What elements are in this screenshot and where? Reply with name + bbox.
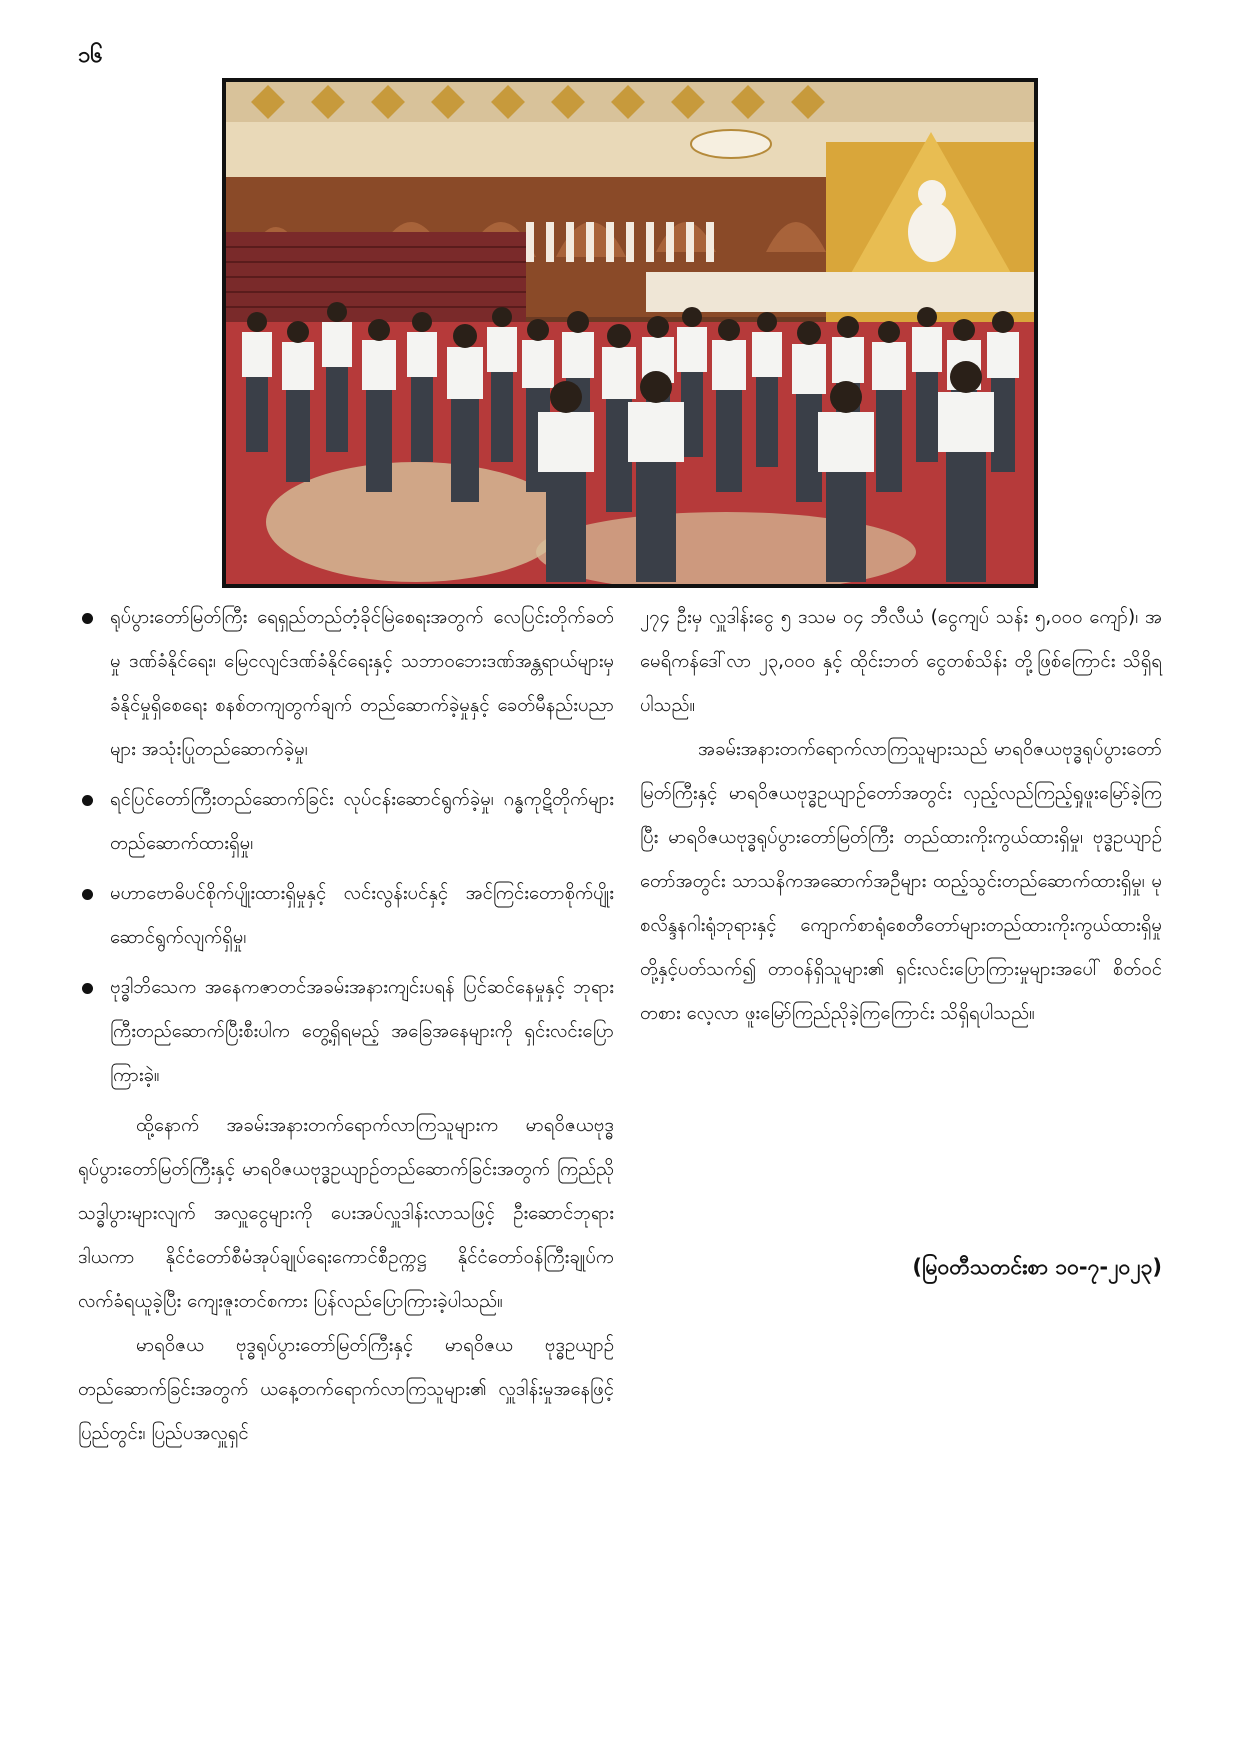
- bullet-item: ရင်ပြင်တော်ကြီးတည်ဆောက်ခြင်း လုပ်ငန်းဆောင်ရွက်ခဲ့မှု၊ ဂန္ဓကုဋိတိုက်များ တည်ဆောက်ထားရှိမှု၊: [78, 778, 614, 866]
- paragraph: ထို့နောက် အခမ်းအနားတက်ရောက်လာကြသူများက မာရဝိဇယဗုဒ္ဓရုပ်ပွားတော်မြတ်ကြီးနှင့် မာရဝိဇယဗုဒ္ဓဥယျာဉ်တည်ဆောက်ခြင်းအတွက် ကြည်ညိုသဒ္ဓါပွားများလျက် အလှူငွေများကို ပေးအပ်လှူဒါန်းလာသဖြင့် ဦးဆောင်ဘုရားဒါယကာ နိုင်ငံတော်စီမံအုပ်ချုပ်ရေးကောင်စီဥက္ကဋ္ဌ နိုင်ငံတော်ဝန်ကြီးချုပ်က လက်ခံရယူခဲ့ပြီး ကျေးဇူးတင်စကား ပြန်လည်ပြောကြားခဲ့ပါသည်။: [78, 1115, 614, 1312]
- bullet-list: [78, 596, 614, 1098]
- paragraph: အခမ်းအနားတက်ရောက်လာကြသူများသည် မာရဝိဇယဗုဒ္ဓရုပ်ပွားတော်မြတ်ကြီးနှင့် မာရဝိဇယဗုဒ္ဓဥယျာဉ်တော်အတွင်း လှည့်လည်ကြည့်ရှုဖူးမြော်ခဲ့ကြပြီး မာရဝိဇယဗုဒ္ဓရုပ်ပွားတော်မြတ်ကြီး တည်ထားကိုးကွယ်ထားရှိမှု၊ ဗုဒ္ဓဥယျာဉ်တော်အတွင်း သာသနိကအဆောက်အဦများ ထည့်သွင်းတည်ဆောက်ထားရှိမှု၊ မုစလိန္ဒနဂါးရုံဘုရားနှင့် ကျောက်စာရုံစေတီတော်များတည်ထားကိုးကွယ်ထားရှိမှုတို့နှင့်ပတ်သက်၍ တာဝန်ရှိသူများ၏ ရှင်းလင်းပြောကြားမှုများအပေါ် စိတ်ဝင်တစား လေ့လာ ဖူးမြော်ကြည်ညိုခဲ့ကြကြောင်း သိရှိရပါသည်။: [640, 739, 1162, 1024]
- right-column: [640, 596, 1162, 1036]
- hall-photo-illustration: [226, 82, 1034, 584]
- page-number: ၁၆: [78, 43, 103, 68]
- hall-photo: [222, 78, 1038, 588]
- bullet-item: မဟာဗောဓိပင်စိုက်ပျိုးထားရှိမှုနှင့် လင်းလွန်းပင်နှင့် အင်ကြင်းတောစိုက်ပျိုး ဆောင်ရွက်လျက်ရှိမှု၊: [78, 872, 614, 960]
- bullet-item: ရုပ်ပွားတော်မြတ်ကြီး ရေရှည်တည်တံ့ခိုင်မြဲစေရးအတွက် လေပြင်းတိုက်ခတ်မှု ဒဏ်ခံနိုင်ရေး၊ မြေငလျင်ဒဏ်ခံနိုင်ရေးနှင့် သဘာဝဘေးဒဏ်အန္တရာယ်များမှ ခံနိုင်မှုရှိစေရေး စနစ်တကျတွက်ချက် တည်ဆောက်ခဲ့မှုနှင့် ခေတ်မီနည်းပညာများ အသုံးပြုတည်ဆောက်ခဲ့မှု၊: [78, 596, 614, 772]
- bullet-item: ဗုဒ္ဓါဘိသေက အနေကဇာတင်အခမ်းအနားကျင်းပရန် ပြင်ဆင်နေမှုနှင့် ဘုရားကြီးတည်ဆောက်ပြီးစီးပါက တွေ့ရှိရမည့် အခြေအနေများကို ရှင်းလင်းပြောကြားခဲ့။: [78, 966, 614, 1098]
- paragraph: မာရဝိဇယ ဗုဒ္ဓရုပ်ပွားတော်မြတ်ကြီးနှင့် မာရဝိဇယ ဗုဒ္ဓဥယျာဉ်တည်ဆောက်ခြင်းအတွက် ယနေ့တက်ရောက်လာကြသူများ၏ လှူဒါန်းမှုအနေဖြင့် ပြည်တွင်း၊ ပြည်ပအလှူရှင်: [78, 1335, 614, 1444]
- left-column: [78, 596, 614, 1456]
- source-citation: (မြဝတီသတင်းစာ ၁၀-၇-၂၀၂၃): [912, 1255, 1162, 1279]
- paragraph: ၂၇၄ ဦးမှ လှူဒါန်းငွေ ၅ ဒသမ ၀၄ ဘီလီယံ (ငွေကျပ် သန်း ၅,၀၀၀ ကျော်)၊ အမေရိကန်ဒေါ်လာ ၂၃,၀၀၀ နှင့် ထိုင်းဘတ် ငွေတစ်သိန်း တို့ဖြစ်ကြောင်း သိရှိရပါသည်။: [640, 607, 1162, 716]
